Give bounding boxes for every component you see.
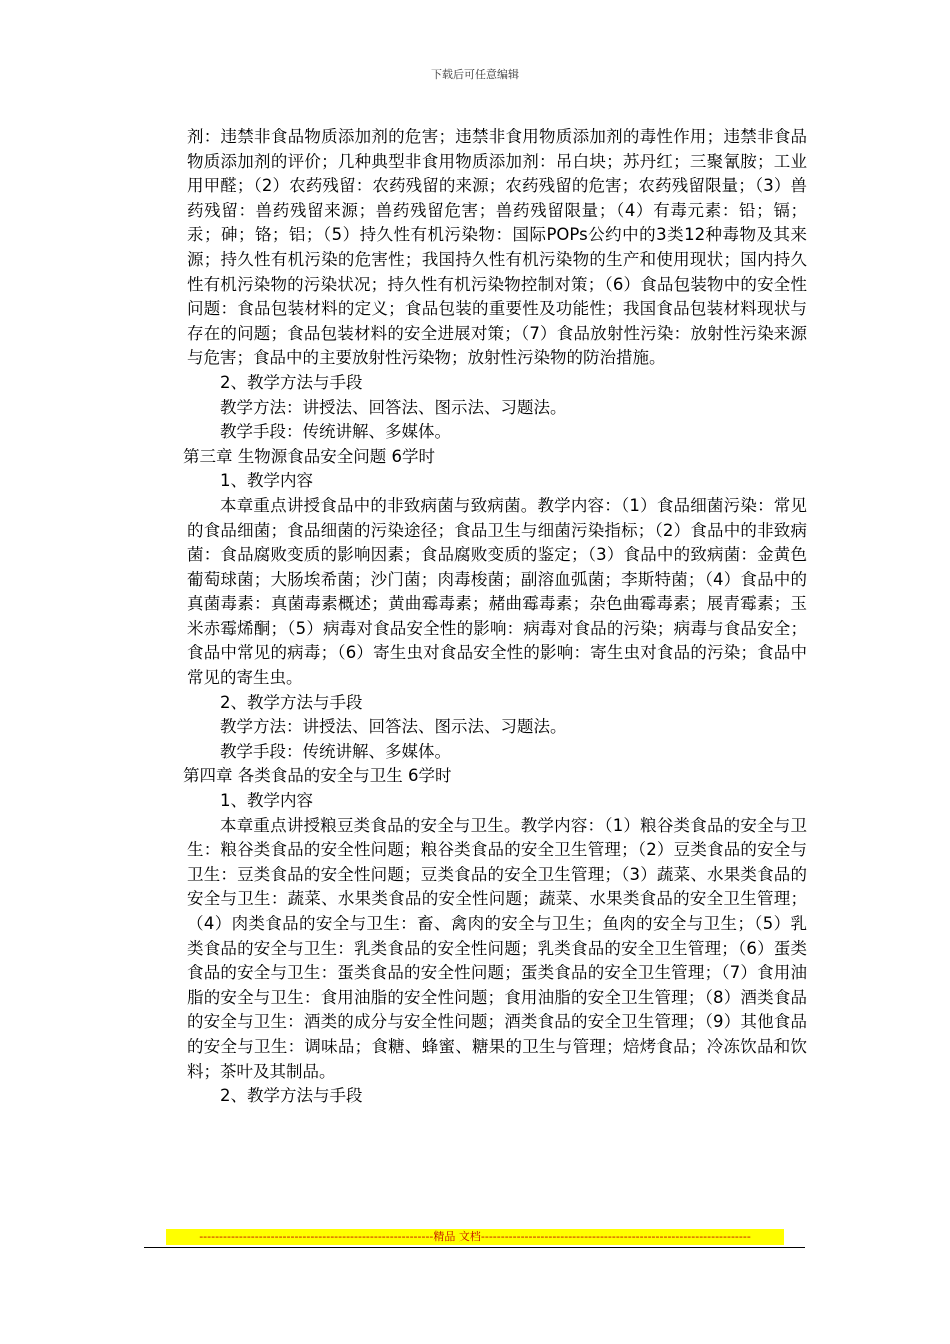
chapter-heading: 第四章 各类食品的安全与卫生 6学时 <box>183 766 452 786</box>
teaching-means: 教学手段：传统讲解、多媒体。 <box>220 741 451 761</box>
section-heading: 2、教学方法与手段 <box>220 692 363 712</box>
section-heading: 1、教学内容 <box>220 471 313 491</box>
footer-banner: -----------------------------------------------------------精品 文档-------------------------------------------------------------------- <box>166 1229 784 1245</box>
chapter-content-paragraph: 本章重点讲授食品中的非致病菌与致病菌。教学内容：（1）食品细菌污染：常见的食品细菌；食品细菌的污染途径；食品卫生与细菌污染指标；（2）食品中的非致病菌：食品腐败变质的影响因素；食品腐败变质的鉴定；（3）食品中的致病菌：金黄色葡萄球菌；大肠埃希菌；沙门菌；肉毒梭菌；副溶血弧菌；李斯特菌；（4）食品中的真菌毒素：真菌毒素概述；黄曲霉毒素；赭曲霉毒素；杂色曲霉毒素；展青霉素；玉米赤霉烯酮；（5）病毒对食品安全性的影响：病毒对食品的污染；病毒与食品安全；食品中常见的病毒；（6）寄生虫对食品安全性的影响：寄生虫对食品的污染；食品中常见的寄生虫。 <box>187 495 807 688</box>
footer-divider <box>144 1247 805 1248</box>
teaching-method: 教学方法：讲授法、回答法、图示法、习题法。 <box>220 397 567 417</box>
paragraph-continuation: 剂：违禁非食品物质添加剂的危害；违禁非食用物质添加剂的毒性作用；违禁非食品物质添加剂的评价；几种典型非食用物质添加剂：吊白块；苏丹红；三聚氰胺；工业用甲醛；（2）农药残留：农药残留的来源；农药残留的危害；农药残留限量；（3）兽药残留：兽药残留来源；兽药残留危害；兽药残留限量；（4）有毒元素：铅；镉；汞；砷；铬；铝；（5）持久性有机污染物：国际POPs公约中的3类12种毒物及其来源；持久性有机污染的危害性；我国持久性有机污染物的生产和使用现状；国内持久性有机污染物的污染状况；持久性有机污染物控制对策；（6）食品包装物中的安全性问题：食品包装材料的定义；食品包装的重要性及功能性；我国食品包装材料现状与存在的问题；食品包装材料的安全进展对策；（7）食品放射性污染：放射性污染来源与危害；食品中的主要放射性污染物；放射性污染物的防治措施。 <box>187 127 807 368</box>
section-heading: 2、教学方法与手段 <box>220 1086 363 1106</box>
page-header: 下载后可任意编辑 <box>431 68 519 81</box>
teaching-method: 教学方法：讲授法、回答法、图示法、习题法。 <box>220 717 567 737</box>
section-heading: 2、教学方法与手段 <box>220 372 363 392</box>
section-heading: 1、教学内容 <box>220 791 313 811</box>
chapter-heading: 第三章 生物源食品安全问题 6学时 <box>183 446 435 466</box>
teaching-means: 教学手段：传统讲解、多媒体。 <box>220 422 451 442</box>
document-body <box>183 125 807 1109</box>
chapter-content-paragraph: 本章重点讲授粮豆类食品的安全与卫生。教学内容：（1）粮谷类食品的安全与卫生：粮谷类食品的安全性问题；粮谷类食品的安全卫生管理；（2）豆类食品的安全与卫生：豆类食品的安全性问题；豆类食品的安全卫生管理；（3）蔬菜、水果类食品的安全与卫生：蔬菜、水果类食品的安全性问题；蔬菜、水果类食品的安全卫生管理；（4）肉类食品的安全与卫生：畜、禽肉的安全与卫生；鱼肉的安全与卫生；（5）乳类食品的安全与卫生：乳类食品的安全性问题；乳类食品的安全卫生管理；（6）蛋类食品的安全与卫生：蛋类食品的安全性问题；蛋类食品的安全卫生管理；（7）食用油脂的安全与卫生：食用油脂的安全性问题；食用油脂的安全卫生管理；（8）酒类食品的安全与卫生：酒类的成分与安全性问题；酒类食品的安全卫生管理；（9）其他食品的安全与卫生：调味品；食糖、蜂蜜、糖果的卫生与管理；焙烤食品；冷冻饮品和饮料；茶叶及其制品。 <box>187 815 807 1081</box>
